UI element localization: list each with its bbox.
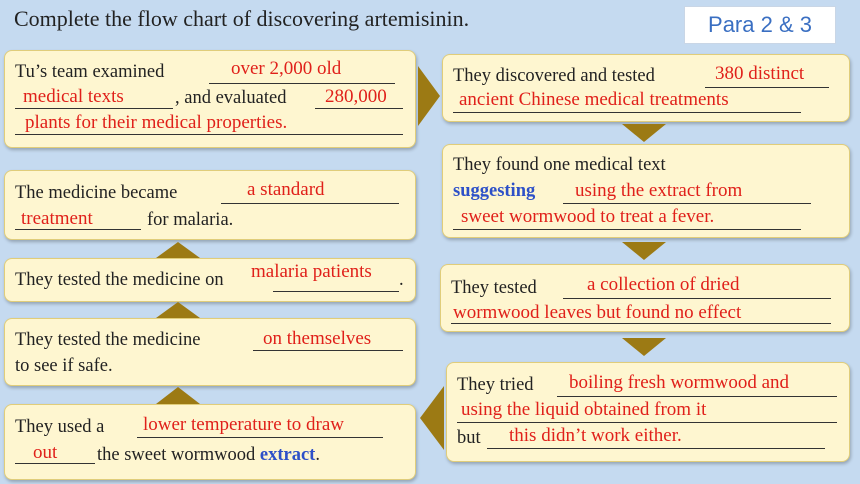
step-3-text: They found one medical text: [453, 155, 666, 175]
step-box-8: [4, 258, 416, 302]
step-6-period: .: [315, 445, 320, 465]
step-4-text: They tested: [451, 278, 537, 298]
answer-1d: plants for their medical properties.: [25, 112, 288, 133]
arrow-up-icon: [156, 302, 200, 318]
step-6-text-b: [97, 443, 320, 469]
arrow-down-icon: [622, 124, 666, 142]
arrow-right-icon: [418, 66, 440, 126]
keyword-suggesting: suggesting: [453, 181, 536, 201]
keyword-extract: extract: [259, 445, 316, 465]
step-6-text-b1: the sweet wormwood: [97, 445, 256, 465]
arrow-up-icon: [156, 387, 200, 404]
step-7-text-b: to see if safe.: [15, 356, 113, 376]
answer-2b: ancient Chinese medical treatments: [459, 89, 729, 110]
answer-5a: boiling fresh wormwood and: [569, 372, 790, 393]
answer-5c: this didn’t work either.: [509, 425, 682, 446]
answer-9b: treatment: [21, 208, 93, 229]
arrow-down-icon: [622, 338, 666, 356]
answer-4b: wormwood leaves but found no effect: [453, 302, 742, 323]
answer-1a: over 2,000 old: [231, 58, 342, 79]
arrow-down-icon: [622, 242, 666, 260]
answer-6b: out: [33, 442, 58, 463]
answer-5b: using the liquid obtained from it: [461, 399, 707, 420]
step-5-text-a: They tried: [457, 375, 534, 395]
answer-8a: malaria patients: [251, 261, 372, 282]
step-6-text-a: They used a: [15, 417, 105, 437]
answer-4a: a collection of dried: [587, 274, 740, 295]
step-7-text-a: They tested the medicine: [15, 330, 201, 350]
step-1-text-b: , and evaluated: [175, 88, 287, 108]
step-box-2: [442, 54, 850, 122]
step-2-text: They discovered and tested: [453, 66, 655, 86]
arrow-up-icon: [156, 242, 200, 258]
paragraph-badge: Para 2 & 3: [684, 6, 836, 44]
answer-1c: 280,000: [325, 86, 387, 107]
answer-1b: medical texts: [23, 86, 124, 107]
step-8-text-a: They tested the medicine on: [15, 270, 224, 290]
step-box-6: [4, 404, 416, 480]
answer-6a: lower temperature to draw: [143, 414, 344, 435]
step-box-1: [4, 50, 416, 148]
step-8-text-b: .: [399, 270, 404, 290]
step-9-text-b: for malaria.: [147, 210, 234, 230]
step-box-4: [440, 264, 850, 332]
step-9-text-a: The medicine became: [15, 183, 178, 203]
step-box-5: [446, 362, 850, 462]
step-box-9: [4, 170, 416, 240]
arrow-left-icon: [420, 386, 444, 450]
answer-3b: sweet wormwood to treat a fever.: [461, 206, 715, 227]
answer-3a: using the extract from: [575, 180, 743, 201]
step-5-text-b: but: [457, 428, 481, 448]
answer-7a: on themselves: [263, 328, 372, 349]
page-title: Complete the flow chart of discovering artemisinin.: [14, 6, 470, 31]
step-1-text-a: Tu’s team examined: [15, 62, 165, 82]
step-box-3: [442, 144, 850, 238]
step-box-7: [4, 318, 416, 386]
answer-9a: a standard: [247, 179, 325, 200]
answer-2a: 380 distinct: [715, 63, 805, 84]
